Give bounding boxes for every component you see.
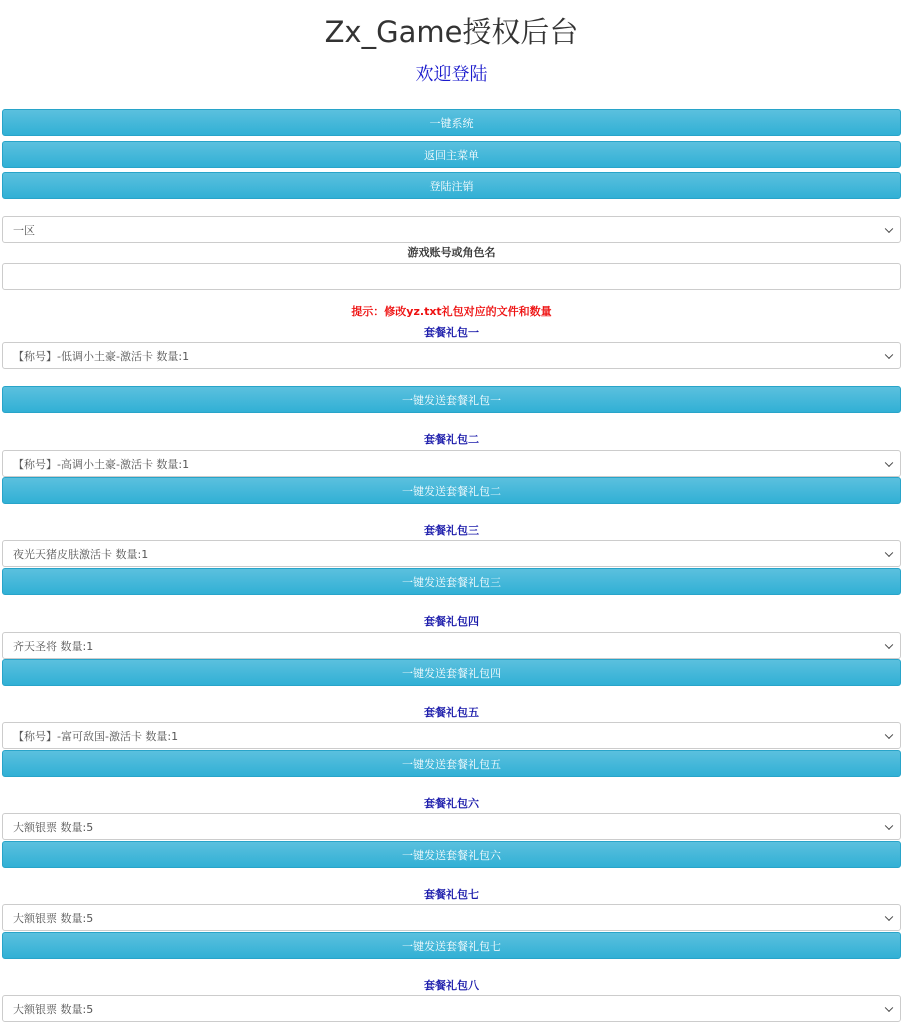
- account-input[interactable]: [2, 263, 901, 290]
- package-3-select-value: 夜光天猪皮肤激活卡 数量:1: [13, 547, 149, 561]
- logout-button[interactable]: 登陆注销: [2, 172, 901, 199]
- chevron-down-icon: [885, 640, 893, 648]
- send-package-6-button[interactable]: 一键发送套餐礼包六: [2, 841, 901, 868]
- send-package-7-button[interactable]: 一键发送套餐礼包七: [2, 932, 901, 959]
- send-package-5-button[interactable]: 一键发送套餐礼包五: [2, 750, 901, 777]
- package-6-select-value: 大额银票 数量:5: [13, 820, 94, 834]
- send-package-4-button[interactable]: 一键发送套餐礼包四: [2, 659, 901, 686]
- package-7-select-value: 大额银票 数量:5: [13, 911, 94, 925]
- package-2-title: 套餐礼包二: [424, 433, 479, 446]
- send-package-3-button[interactable]: 一键发送套餐礼包三: [2, 568, 901, 595]
- chevron-down-icon: [885, 1003, 893, 1011]
- send-package-2-button[interactable]: 一键发送套餐礼包二: [2, 477, 901, 504]
- server-select[interactable]: [2, 216, 901, 243]
- package-6-select[interactable]: [2, 813, 901, 840]
- package-4-select[interactable]: [2, 632, 901, 659]
- page-title: Zx_Game授权后台: [324, 15, 579, 49]
- chevron-down-icon: [885, 821, 893, 829]
- package-8-title: 套餐礼包八: [424, 979, 479, 992]
- one-key-system-button[interactable]: 一键系统: [2, 109, 901, 136]
- package-7-select[interactable]: [2, 904, 901, 931]
- package-7-title: 套餐礼包七: [424, 888, 479, 901]
- chevron-down-icon: [885, 548, 893, 556]
- account-label: 游戏账号或角色名: [407, 246, 496, 259]
- chevron-down-icon: [885, 458, 893, 466]
- server-select-value: 一区: [13, 223, 35, 237]
- welcome-subtitle: 欢迎登陆: [415, 64, 488, 85]
- package-1-select[interactable]: [2, 342, 901, 369]
- package-2-select[interactable]: [2, 450, 901, 477]
- package-2-select-value: 【称号】-高调小土豪-激活卡 数量:1: [13, 457, 190, 471]
- package-8-select[interactable]: [2, 995, 901, 1022]
- chevron-down-icon: [885, 912, 893, 920]
- package-8-select-value: 大额银票 数量:5: [13, 1002, 94, 1016]
- package-4-title: 套餐礼包四: [424, 615, 479, 628]
- package-5-title: 套餐礼包五: [424, 706, 479, 719]
- hint-text: 提示：修改yz.txt礼包对应的文件和数量: [351, 305, 552, 318]
- package-4-select-value: 齐天圣将 数量:1: [13, 639, 94, 653]
- package-3-select[interactable]: [2, 540, 901, 567]
- chevron-down-icon: [885, 224, 893, 232]
- chevron-down-icon: [885, 350, 893, 358]
- package-1-select-value: 【称号】-低调小土豪-激活卡 数量:1: [13, 349, 190, 363]
- package-3-title: 套餐礼包三: [424, 524, 479, 537]
- package-1-title: 套餐礼包一: [424, 326, 479, 339]
- package-5-select-value: 【称号】-富可敌国-激活卡 数量:1: [13, 729, 179, 743]
- send-package-1-button[interactable]: 一键发送套餐礼包一: [2, 386, 901, 413]
- package-6-title: 套餐礼包六: [424, 797, 479, 810]
- back-to-menu-button[interactable]: 返回主菜单: [2, 141, 901, 168]
- package-5-select[interactable]: [2, 722, 901, 749]
- chevron-down-icon: [885, 730, 893, 738]
